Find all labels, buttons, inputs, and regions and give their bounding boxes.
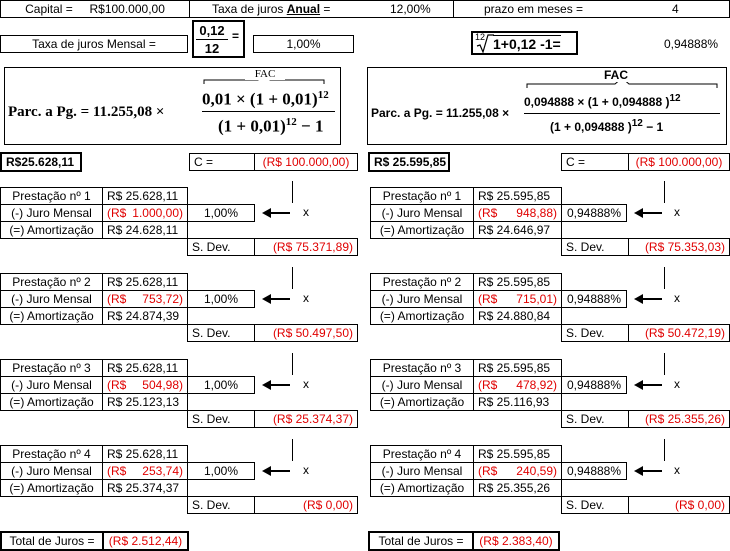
juro-value: (R$ 753,72)	[102, 290, 188, 308]
formula-left-lhs: Parc. a Pg. = 11.255,08 ×	[8, 104, 165, 120]
fraction-numerator: 0,12	[199, 23, 225, 38]
sdev-value: (R$ 0,00)	[254, 496, 358, 514]
sdev-value: (R$ 50.497,50)	[254, 324, 358, 342]
formula-left	[4, 67, 341, 145]
juro-value: (R$ 240,59)	[473, 462, 562, 480]
arrow-left-icon	[634, 293, 662, 305]
sdev-label: S. Dev.	[187, 410, 255, 428]
sdev-label: S. Dev.	[561, 238, 629, 256]
sdev-value: (R$ 0,00)	[628, 496, 730, 514]
fraction-bar	[196, 39, 228, 40]
left-total-label: Total de Juros =	[0, 531, 104, 551]
root-result: 0,94888%	[664, 37, 719, 51]
juro-label: (-) Juro Mensal	[0, 290, 103, 308]
juro-label: (-) Juro Mensal	[370, 462, 474, 480]
root-box	[471, 31, 578, 55]
sdev-value: (R$ 75.371,89)	[254, 238, 358, 256]
divider-line	[292, 439, 293, 461]
formula-right	[367, 67, 727, 145]
x-mark: x	[303, 463, 309, 477]
capital-cell	[0, 0, 190, 18]
rate: 1,00%	[187, 290, 255, 308]
formula-right-denominator: (1 + 0,094888 )$^{12}$ − 1	[550, 118, 664, 134]
rate: 1,00%	[187, 204, 255, 222]
juro-label: (-) Juro Mensal	[370, 290, 474, 308]
right-total-label: Total de Juros =	[368, 531, 474, 551]
prest-value: R$ 25.595,85	[473, 187, 562, 205]
sdev-label: S. Dev.	[561, 496, 629, 514]
divider-line	[664, 181, 665, 203]
prest-value: R$ 25.628,11	[102, 359, 188, 377]
rate: 0,94888%	[561, 290, 627, 308]
taxa-anual-label: Taxa de juros Anual =	[212, 2, 331, 16]
formula-left-denominator: $(1 + 0,01)^{12} - 1$	[218, 116, 324, 136]
taxa-mensal-label: Taxa de juros Mensal =	[0, 35, 188, 53]
juro-label: (-) Juro Mensal	[370, 204, 474, 222]
sdev-label: S. Dev.	[561, 324, 629, 342]
radical-icon	[475, 34, 495, 54]
arrow-left-icon	[262, 293, 290, 305]
prest-label: Prestação nº 1	[370, 187, 474, 205]
formula-left-bar	[202, 111, 335, 112]
left-c-value: (R$ 100.000,00)	[254, 153, 358, 171]
amort-label: (=) Amortização	[370, 221, 474, 239]
taxa-mensal-value: 1,00%	[253, 35, 354, 53]
prazo-value: 4	[672, 2, 679, 16]
fac-label-left: FAC	[245, 68, 285, 80]
divider-line	[292, 353, 293, 375]
sdev-value: (R$ 75.353,03)	[628, 238, 730, 256]
sdev-value: (R$ 50.472,19)	[628, 324, 730, 342]
rate: 1,00%	[187, 376, 255, 394]
prest-label: Prestação nº 2	[370, 273, 474, 291]
formula-right-bar	[524, 113, 720, 114]
prest-value: R$ 25.595,85	[473, 445, 562, 463]
fraction-denominator: 12	[204, 41, 220, 56]
prest-value: R$ 25.628,11	[102, 187, 188, 205]
root-expression: 1+0,12 -1=	[493, 36, 561, 52]
left-c-label: C =	[189, 153, 255, 171]
juro-value: (R$ 1.000,00)	[102, 204, 188, 222]
capital-label: Capital =	[25, 2, 73, 16]
amort-value: R$ 25.355,26	[473, 479, 562, 497]
arrow-left-icon	[634, 379, 662, 391]
rate: 0,94888%	[561, 204, 627, 222]
prazo-label: prazo em meses =	[484, 2, 584, 16]
sdev-label: S. Dev.	[561, 410, 629, 428]
x-mark: x	[303, 205, 309, 219]
divider-line	[292, 267, 293, 289]
amort-value: R$ 25.116,93	[473, 393, 562, 411]
rate: 1,00%	[187, 462, 255, 480]
left-parcela: R$25.628,11	[0, 152, 82, 172]
rate: 0,94888%	[561, 376, 627, 394]
prest-label: Prestação nº 3	[0, 359, 103, 377]
prest-label: Prestação nº 2	[0, 273, 103, 291]
prest-label: Prestação nº 4	[370, 445, 474, 463]
prest-label: Prestação nº 3	[370, 359, 474, 377]
juro-value: (R$ 948,88)	[473, 204, 562, 222]
x-mark: x	[674, 377, 680, 391]
right-parcela: R$ 25.595,85	[368, 152, 450, 172]
fac-label-right: FAC	[596, 68, 636, 82]
amort-label: (=) Amortização	[0, 307, 103, 325]
amort-label: (=) Amortização	[370, 307, 474, 325]
right-c-value: (R$ 100.000,00)	[628, 153, 730, 171]
right-total-value: (R$ 2.383,40)	[472, 531, 560, 551]
fraction-equals: =	[232, 29, 240, 43]
sdev-value: (R$ 25.355,26)	[628, 410, 730, 428]
amort-value: R$ 24.880,84	[473, 307, 562, 325]
sdev-label: S. Dev.	[187, 238, 255, 256]
x-mark: x	[674, 205, 680, 219]
juro-value: (R$ 504,98)	[102, 376, 188, 394]
capital-value: R$100.000,00	[89, 2, 165, 16]
left-total-value: (R$ 2.512,44)	[102, 531, 189, 551]
formula-left-numerator: $0,01 \times (1 + 0,01)^{12}$	[202, 89, 329, 109]
amort-value: R$ 25.123,13	[102, 393, 188, 411]
amort-value: R$ 24.646,97	[473, 221, 562, 239]
divider-line	[664, 353, 665, 375]
rate: 0,94888%	[561, 462, 627, 480]
x-mark: x	[303, 291, 309, 305]
juro-value: (R$ 478,92)	[473, 376, 562, 394]
prazo-cell	[453, 0, 730, 18]
root-index: 12	[475, 32, 486, 42]
prest-value: R$ 25.628,11	[102, 273, 188, 291]
arrow-left-icon	[634, 465, 662, 477]
prest-label: Prestação nº 4	[0, 445, 103, 463]
divider-line	[664, 439, 665, 461]
sdev-label: S. Dev.	[187, 324, 255, 342]
fraction-box	[192, 20, 245, 58]
juro-label: (-) Juro Mensal	[370, 376, 474, 394]
taxa-anual-value: 12,00%	[390, 2, 431, 16]
amort-label: (=) Amortização	[0, 479, 103, 497]
juro-label: (-) Juro Mensal	[0, 462, 103, 480]
formula-right-numerator: 0,094888 × (1 + 0,094888 )$^{12}$	[524, 93, 681, 109]
sdev-label: S. Dev.	[187, 496, 255, 514]
amort-label: (=) Amortização	[370, 393, 474, 411]
amort-value: R$ 25.374,37	[102, 479, 188, 497]
arrow-left-icon	[262, 379, 290, 391]
prest-value: R$ 25.628,11	[102, 445, 188, 463]
formula-right-lhs: Parc. a Pg. = 11.255,08 ×	[371, 106, 510, 120]
juro-value: (R$ 715,01)	[473, 290, 562, 308]
prest-label: Prestação nº 1	[0, 187, 103, 205]
amort-value: R$ 24.874,39	[102, 307, 188, 325]
taxa-anual-cell	[189, 0, 454, 18]
divider-line	[664, 267, 665, 289]
divider-line	[292, 181, 293, 203]
juro-label: (-) Juro Mensal	[0, 204, 103, 222]
x-mark: x	[303, 377, 309, 391]
x-mark: x	[674, 463, 680, 477]
sdev-value: (R$ 25.374,37)	[254, 410, 358, 428]
x-mark: x	[674, 291, 680, 305]
amort-label: (=) Amortização	[0, 221, 103, 239]
prest-value: R$ 25.595,85	[473, 359, 562, 377]
arrow-left-icon	[262, 207, 290, 219]
arrow-left-icon	[634, 207, 662, 219]
right-c-label: C =	[561, 153, 629, 171]
amort-label: (=) Amortização	[0, 393, 103, 411]
juro-label: (-) Juro Mensal	[0, 376, 103, 394]
amort-label: (=) Amortização	[370, 479, 474, 497]
amort-value: R$ 24.628,11	[102, 221, 188, 239]
juro-value: (R$ 253,74)	[102, 462, 188, 480]
arrow-left-icon	[262, 465, 290, 477]
prest-value: R$ 25.595,85	[473, 273, 562, 291]
